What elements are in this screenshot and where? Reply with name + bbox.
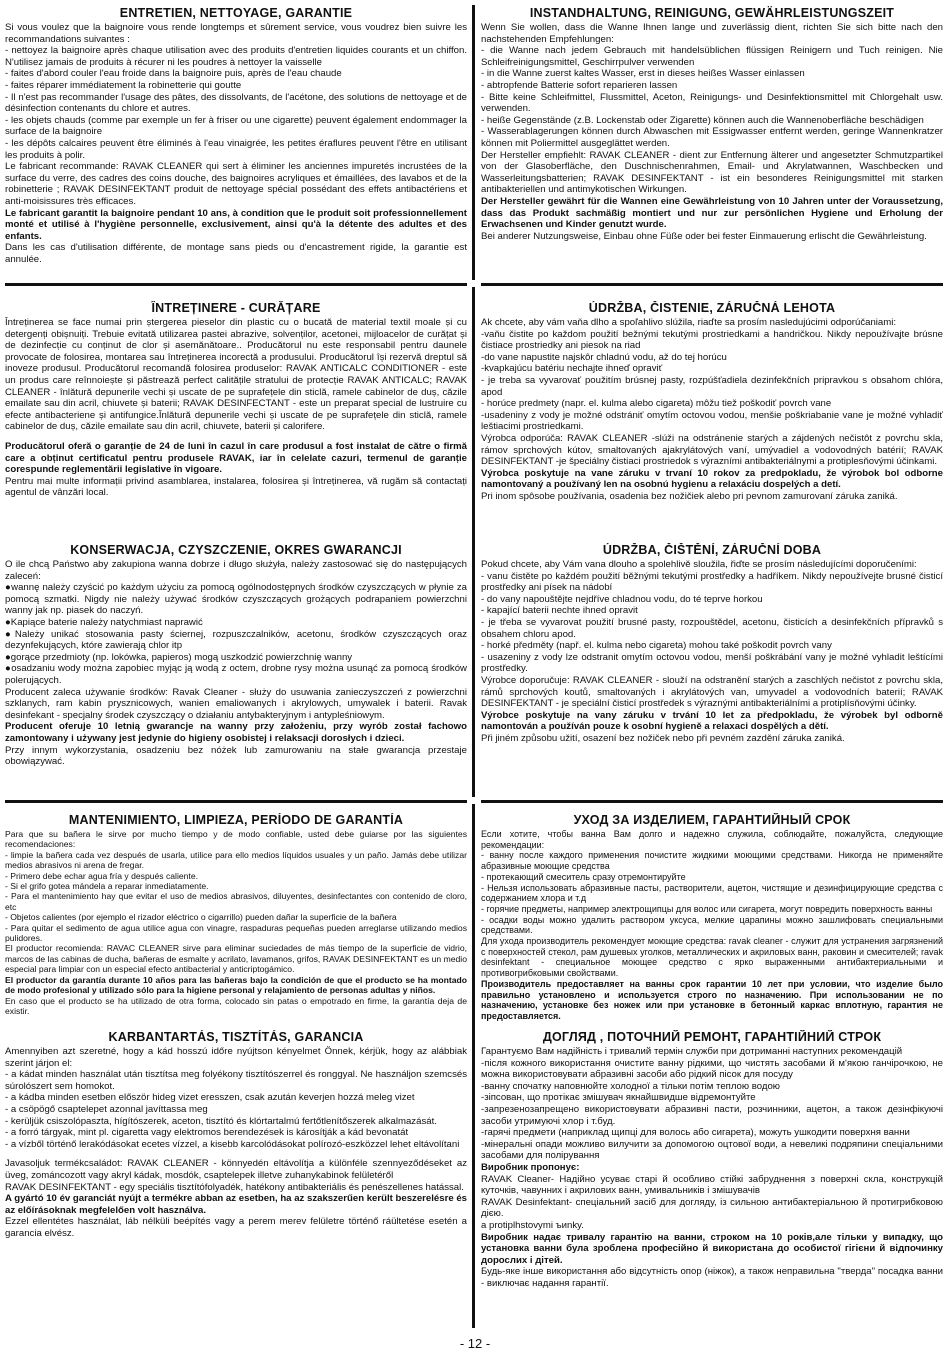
section-spanish <box>5 813 467 1023</box>
paragraph: - Objetos calientes (por ejemplo el rizador eléctrico o cigarrillo) pueden dañar la superficie de la bañera <box>5 912 397 923</box>
section-title: ДОГЛЯД , ПОТОЧНИЙ РЕМОНТ, ГАРАНТІЙНИЙ СТРОК <box>542 1030 882 1044</box>
warranty-text: El productor da garantía durante 10 años para las bañeras bajo la condición de que el producto se ha montado de modo profesional y utilizado sólo para la higiene personal y relajamiento de personas adultas y niños. <box>5 974 467 996</box>
paragraph: Ak chcete, aby vám vaňa dlho a spoľahlivo slúžila, riaďte sa prosím nasledujúcimi odporúčaniami: <box>481 317 897 328</box>
paragraph: -мінеральні опади можливо вилучити за допомогою оцтової води, а невеликі подряпини спеціальними засобами для полірування <box>481 1138 943 1162</box>
paragraph: -ванну спочатку наповнюйте холодної а тільки потім теплою водою <box>481 1080 780 1092</box>
paragraph: -do vane napustite najskôr chladnú vodu, až do tej horúcu <box>481 351 727 363</box>
paragraph: -запрезенозапрещено використовувати абразивні пасти, розчинники, ацетон, а також дезінфікуючі засоби утримуючі хлор і т.буд. <box>481 1103 943 1127</box>
warranty-note: En caso que el producto se ha utilizado de otra forma, colocado sin patas o empotrado en firme, la garantía deja de existir. <box>5 995 467 1016</box>
warranty-note: Pentru mai multe informații privind asamblarea, instalarea, folosirea și întreținerea, vă rugăm să contactați agentul de vânzări local. <box>5 475 467 499</box>
paragraph: - je třeba se vyvarovat použití brusné pasty, rozpouštědel, acetonu, čisticích a desinfekčních přípravků s obsahem chloru apod. <box>481 616 943 640</box>
warranty-note: Při jiném způsobu užití, osazení bez nožiček nebo při pevném zazdění záruka zaniká. <box>481 732 845 744</box>
section-ukrainian <box>481 1030 943 1328</box>
warranty-note: Ezzel ellentétes használat, láb nélküli beépítés vagy a perem merev felületre történő ráültetése esetén a garancia elvész. <box>5 1216 467 1239</box>
paragraph: - les objets chauds (comme par exemple un fer à friser ou une cigarette) peuvent également endommager la surface de la baignoire <box>5 114 467 138</box>
warranty-text: Виробник надає тривалу гарантію на ванни, строком на 10 років,але тільки у випадку, що установка ванни була зроблена професійно й використана до особистої гігієни й відпочинку дорослих і дітей. <box>481 1231 943 1266</box>
paragraph: Для ухода производитель рекомендует моющие средства: ravak cleaner - служит для устранения загрязнений с поверхностей стекол, рам душевых уголков, металлических и акриловых ванн, раковин и смесителей; ravak desinfektant - специальное моющее средство с ярко выраженными антибактериальными и противогрибковыми свойствами. <box>481 936 943 979</box>
paragraph: - Primero debe echar agua fría y después caliente. <box>5 870 198 881</box>
column-divider-middle <box>472 287 475 797</box>
paragraph: Wenn Sie wollen, dass die Wanne Ihnen lange und zuverlässig dient, richten Sie sich bitte nach den nachstehenden Empfehlungen: <box>481 22 943 45</box>
paragraph: - les dépôts calcaires peuvent être éliminés à l'eau vinaigrée, les petites éraflures peuvent l'être en utilisant les produits à polir. <box>5 137 467 161</box>
paragraph: ●Kapiące baterie należy natychmiast naprawić <box>5 616 203 628</box>
paragraph: - abtropfende Batterie sofort reparieren lassen <box>481 79 678 91</box>
section-french <box>5 6 467 280</box>
paragraph: Javasoljuk termékcsaládot: RAVAK CLEANER - könnyedén eltávolítja a különféle szennyeződéseket az üveg, zománcozott vagy akryl kádak, mosdók, csaptelepek illetve zuhanykabinok felületéről <box>5 1158 467 1181</box>
paragraph: - in die Wanne zuerst kaltes Wasser, erst in dieses heißes Wasser einlassen <box>481 68 805 80</box>
warranty-text: Le fabricant garantit la baignoire pendant 10 ans, à condition que le produit soit professionnellement monté et utilisé à l'hygiène personnelle, exclusivement, ainsi qu'à la détente des adultes et des enfants. <box>5 207 467 242</box>
section-slovak <box>481 301 943 536</box>
section-title: ÚDRŽBA, ČISTENIE, ZÁRUČNÁ LEHOTA <box>588 301 836 315</box>
warranty-text: A gyártó 10 év garanciát nyújt a termékre abban az esetben, ha az szakszerűen került beszerelésre és az előírásoknak megfelelően volt használva. <box>5 1193 467 1216</box>
paragraph: Amennyiben azt szeretné, hogy a kád hosszú időre nyújtson kényelmet Önnek, kérjük, hogy az alábbiak szerint járjon el: <box>5 1046 467 1069</box>
paragraph: - kapající baterii nechte ihned opravit <box>481 605 638 617</box>
section-title: ENTRETIEN, NETTOYAGE, GARANTIE <box>119 6 353 20</box>
paragraph: - Si el grifo gotea mándela a reparar inmediatamente. <box>5 881 209 892</box>
warranty-note: Dans les cas d'utilisation différente, de montage sans pieds ou d'encastrement rigide, la garantie est annulée. <box>5 242 467 265</box>
paragraph: Producent zaleca używanie środków: Ravak Cleaner - służy do usuwania zanieczyszczeń z powierzchni szklanych, ram kabin prysznicowych, wanien emaliowanych i akrylowych, umywalek i baterii. Ravak desinfekant - specjalny środek czyszczący o działaniu antybakteryjnym i antypleśniowym. <box>5 686 467 721</box>
paragraph: - горячие предметы, например электрощипцы для волос или сигарета, могут повредить поверхность ванны <box>481 903 933 914</box>
section-title: ÎNTREȚINERE - CURĂȚARE <box>151 301 321 315</box>
row-divider-2-left <box>5 800 467 803</box>
section-title: УХОД ЗА ИЗДЕЛИЕМ, ГАРАНТИЙНЫЙ СРОК <box>573 813 851 827</box>
paragraph: - horké předměty (např. el. kulma nebo cigareta) mohou také poškodit povrch vany <box>481 640 832 652</box>
paragraph: RAVAK Cleaner- Надійно усуває старі й особливо стійкі забруднення з поверхні скла, конструкцій куточків, чавунних і акрилових ванн, умивальників і змішувачів <box>481 1173 943 1197</box>
paragraph: Výrobca odporúča: RAVAK CLEANER -slúži na odstránenie starých a zájdených nečistôt z povrchu skla, rámov sprchových kútov, smaltovaných ajakrylátových vaní, umývadiel a vodovodných batérií; RAVAK DESINFEKTANT -je špeciálny čistiaci prostriedok s výrazními antibakteriálnymi a protiplesňovými účinkami. <box>481 432 943 468</box>
paragraph: - horúce predmety (napr. el. kulma alebo cigareta) môžu tiež poškodiť povrch vane <box>481 398 832 410</box>
warranty-text: Výrobce poskytuje na vany záruku v trvání 10 let za předpokladu, že výrobek byl odborně namontován a používán pouze k osobní hygieně a relaxaci dospělých a dětí. <box>481 709 943 733</box>
paragraph: - faites d'abord couler l'eau froide dans la baignoire puis, après de l'eau chaude <box>5 68 342 80</box>
paragraph: - faites réparer immédiatement la robinetterie qui goutte <box>5 79 242 91</box>
paragraph: - heiße Gegenstände (z.B. Lockenstab oder Zigarette) können auch die Wannenoberfläche beschädigen <box>481 114 924 126</box>
paragraph: - протекающий смеситель сразу отремонтируйте <box>481 871 686 882</box>
section-title: KARBANTARTÁS, TISZTÍTÁS, GARANCIA <box>108 1030 364 1044</box>
warranty-text: Producătorul oferă o garanție de 24 de luni în cazul în care produsul a fost instalat de către o firmă care a obținut certificatul pentru produsele RAVAK, iar în celelate cazuri, termenul de garanție corespunde reglementării legislative în vigoare. <box>5 440 467 476</box>
paragraph: - a kádba minden esetben először hideg vizet eresszen, csak azután keverjen hozzá meleg vizet <box>5 1092 415 1104</box>
paragraph: -kvapkajúcu batériu nechajte ihneď opraviť <box>481 363 663 375</box>
paragraph: - nettoyez la baignoire après chaque utilisation avec des produits d'entretien liquides courants et un chiffon. N'utilisez jamais de produits à récurer ni les poudres à nettoyer la vaisselle <box>5 45 467 68</box>
paragraph: - Wasserablagerungen können durch Abwaschen mit Essigwasser entfernt werden, geringe Wannenkratzer können mit Poliermittel ausgeglättet werden. <box>481 126 943 149</box>
paragraph: - die Wanne nach jedem Gebrauch mit handelsüblichen flüssigen Reinigern und Tuch reinigen. Nie Schleifreinigungsmittel, Geschirrpulver verwenden <box>481 45 943 68</box>
paragraph: ●wannę należy czyścić po każdym użyciu za pomocą ogólnodostępnych środków czyszczących w płynie za pomocą szmatki. Nigdy nie należy używać środków czyszczących grożących podrapaniem powierzchni wanny jak np. piasek do naczyń. <box>5 582 467 617</box>
section-title: INSTANDHALTUNG, REINIGUNG, GEWÄHRLEISTUNGSZEIT <box>529 6 895 20</box>
paragraph: - usazeniny z vody lze odstranit omytím octovou vodou, menší poškrábání vany je možné vyhladit leštícími prostředky. <box>481 651 943 675</box>
paragraph: - vanu čistěte po každém použití běžnými tekutými prostředky a hadříkem. Nikdy nepoužívejte brusné čisticí prostředky ani písek na nádobí <box>481 570 943 594</box>
warranty-text: Producent oferuje 10 letnią gwarancje na wanny przy założeniu, przy wyrób został fachowo zamontowany i używany jest jedynie do higieny osobistej i relaksacji dorosłych i dzieci. <box>5 721 467 744</box>
page-number: - 12 - <box>459 1336 491 1351</box>
warranty-note: Pri inom spôsobe používania, osadenia bez nožičiek alebo pri pevnom zamurovaní záruka zaniká. <box>481 490 898 502</box>
paragraph: - a kádat minden használat után tisztítsa meg folyékony tisztítószerrel és ronggyal. Ne használjon szemcsés súrolószert sem homokot. <box>5 1069 467 1092</box>
paragraph: Гарантуємо Вам надійність і тривалий термін служби при дотриманні наступних рекомендацій <box>481 1046 903 1057</box>
paragraph: -vaňu čistite po každom použití bežnými tekutými prostriedkami a handričkou. Nikdy nepoužívajte brúsne čistiace prostriedky ani piesok na riad <box>481 328 943 352</box>
section-czech <box>481 543 943 797</box>
paragraph: O ile chcą Państwo aby zakupiona wanna dobrze i długo służyła, należy zastosować się do następujących zaleceń: <box>5 559 467 582</box>
paragraph: ●osadzaniu wody można zapobiec myjąc ją wodą z octem, drobne rysy można usunąć za pomocą środków polerujących. <box>5 663 467 686</box>
column-divider-bottom <box>472 804 475 1328</box>
paragraph: Výrobce doporučuje: RAVAK CLEANER - slouží na odstranění starých a zaschlých nečistot z povrchu skla, rámů sprchových koutů, smaltovaných i akrylátových van, umyvadel a vodovodních baterií; RAVAK DESINFEKTANT - je speciální čisticí prostředek s výraznými antibakteriálními a protiplísňovými účinky. <box>481 674 943 710</box>
section-polish <box>5 543 467 797</box>
warranty-text: Производитель предоставляет на ванны срок гарантии 10 лет при условии, что изделие было правильно установлено и используется строго по назначению. При использовании не по назначению, установке без ножек или при установке в бетонный каркас вплотную, гарантия не предоставляется. <box>481 978 943 1021</box>
paragraph: - Para quitar el sedimento de agua utilice agua con vinagre, raspaduras pequeñas pueden arreglarse utilizando medios pulidores. <box>5 922 467 944</box>
paragraph: Pokud chcete, aby Vám vana dlouho a spolehlivě sloužila, řiďte se prosím následujícími doporučeními: <box>481 559 917 570</box>
paragraph: - Нельзя использовать абразивные пасты, растворители, ацетон, чистящие и дезинфицирующие средства с содержанием хлора и т.д <box>481 882 943 904</box>
paragraph: - Para el mantenimiento hay que evitar el uso de medios abrasivos, diluyentes, desinfectantes con contenido de cloro, etc <box>5 891 467 912</box>
row-divider-1-left <box>5 283 467 286</box>
paragraph: -usadeniny z vody je možné odstrániť omytím octovou vodou, menšie poškriabanie vane je možné vyhladiť leštiacimi prostriedkami. <box>481 409 943 433</box>
paragraph: Para que su bañera le sirve por mucho tiempo y de modo confiable, usted debe guiarse por las siguientes recomendaciones: <box>5 829 467 850</box>
paragraph: - je treba sa vyvarovať použitím brúsnej pasty, rozpúšťadiela dezinfekčních pripravkou s obsahom chlóra, apod <box>481 374 943 398</box>
paragraph: Le fabricant recommande: RAVAK CLEANER qui sert à éliminer les anciennes impuretés incrustées de la surface du verre, des cadres des coins douche, des baignoires acryliques et émaillées, des lavabos et de la robinetterie ; RAVAK DESINFEKTANT produit de nettoyage spécial possédant des effets antibactériens et anti-moisissures très efficaces. <box>5 161 467 207</box>
warranty-text: Der Hersteller gewährt für die Wannen eine Gewährleistung von 10 Jahren unter der Voraussetzung, dass das Produkt sachmäßig montiert und nur zur persönlichen Hygiene und Erholung der Erwachsenen und Kinder genutzt wurde. <box>481 195 943 231</box>
section-german <box>481 6 943 280</box>
section-title: MANTENIMIENTO, LIMPIEZA, PERÍODO DE GARANTÍA <box>68 813 404 827</box>
row-divider-2-right <box>481 800 943 803</box>
section-title: KONSERWACJA, CZYSZCZENIE, OKRES GWARANCJI <box>70 543 402 557</box>
paragraph: - limpie la bañera cada vez después de usarla, utilice para ello medios líquidos usuales y un paño. Jamás debe utilizar medios abrasivos ni arena de fregar. <box>5 849 467 871</box>
paragraph: RAVAK Desinfektant- спеціальний засіб для догляду, із сильною антибактеріальною й протигрибковою дією. <box>481 1196 943 1220</box>
paragraph: Если хотите, чтобы ванна Вам долго и надежно служила, соблюдайте, пожалуйста, следующие рекомендации: <box>481 829 943 850</box>
warranty-note: Bei anderer Nutzungsweise, Einbau ohne Füße oder bei fester Einmauerung erlischt die Gewährleistung. <box>481 230 927 242</box>
paragraph: - a vízből történő lerakódásokat ecetes vízzel, a kisebb karcolódásokat polírozó-eszközzel lehet eltávolítani <box>5 1138 460 1150</box>
section-title: ÚDRŽBA, ČIŠTĚNÍ, ZÁRUČNÍ DOBA <box>602 543 822 557</box>
paragraph: - Bitte keine Schleifmittel, Flussmittel, Aceton, Reinigungs- und Desinfektionsmittel mit Chlorgehalt usw. verwenden. <box>481 91 943 115</box>
paragraph: -гарячі предмети (наприклад щипці для волось або сигарета), можуть ушкодити поверхня ванни <box>481 1127 910 1139</box>
paragraph: - ванну после каждого применения почистите жидкими моющими средствами. Никогда не применяйте абразивные моющие средства <box>481 850 943 872</box>
paragraph: ●gorące przedmioty (np. lokówka, papieros) mogą uszkodzić powierzchnię wanny <box>5 651 353 663</box>
paragraph: -зіпсован, що протікає змішувач якнайшвидше відремонтуйте <box>481 1092 756 1104</box>
warranty-note: Будь-яке інше використання або відсутність опор (ніжок), а також неправильна "тверда" посадка ванни - виключає надання гарантії. <box>481 1266 943 1289</box>
paragraph: Der Hersteller empfiehlt: RAVAK CLEANER - dient zur Entfernung älterer und angesetzter Schmutzpartikel von der Glasoberfläche, den Duschnischenrahmen, Email- und Akrylatwannen, Waschbecken und Wasserleitungsbatterien; RAVAK DESINFEKTANT - ist ein besonderes Reinigungsmittel mit starken antibakteriellen und antimykotischen Wirkungen. <box>481 149 943 196</box>
paragraph: Si vous voulez que la baignoire vous rende longtemps et sûrement service, vous voudrez bien suivre les recommandations suivantes : <box>5 22 467 45</box>
paragraph: RAVAK DESINFEKTANT - egy speciális tisztítófolyadék, hatékony antibakteriális és penészellenes hatással. <box>5 1181 464 1193</box>
paragraph: Виробник пропонує: <box>481 1161 580 1173</box>
column-divider-top <box>472 5 475 280</box>
paragraph: - a forró tárgyak, mint pl. cigaretta vagy elektromos berendezések is károsítják a kád bevonatát <box>5 1127 409 1139</box>
paragraph: а protiplhstovymi ъиnky. <box>481 1219 584 1231</box>
paragraph: - do vany napouštějte nejdříve chladnou vodu, do té teprve horkou <box>481 593 763 605</box>
section-hungarian <box>5 1030 467 1328</box>
paragraph: El productor recomienda: RAVAC CLEANER sirve para eliminar suciedades de más tiempo de la superficie de vidrio, marcos de las cabinas de ducha, bañeras de esmalte y acrilato, lavamanos, grifos, RAVAK DESINFEKTANT es un medio especial para limpiar con un especial efecto antibacterial y anticriptogámico. <box>5 943 467 975</box>
warranty-note: Przy innym wykorzystania, osadzeniu bez nóżek lub zamurowaniu na stałe gwarancja przestaje obowiązywać. <box>5 744 467 768</box>
paragraph: ●Należy unikać stosowania pasty ściernej, rozpuszczalników, acetonu, środków czyszczących oraz dezynfekujących, które zawierają chlor itp <box>5 628 467 652</box>
paragraph: - kerüljük csiszolópaszta, hígítószerek, aceton, tisztító és klórtartalmú fertőtlenítőszerek alkalmazását. <box>5 1115 437 1127</box>
section-romanian <box>5 301 467 536</box>
paragraph: - a csöpögő csaptelepet azonnal javíttassa meg <box>5 1103 208 1115</box>
paragraph: -після кожного використання очистите ванну рідкими, що чистять засобами й м'якою ганчірочкою, не можна використовувати абразивні засоби або рідкий пісок для посуду <box>481 1057 943 1081</box>
warranty-text: Výrobca poskytuje na vane záruku v trvaní 10 rokov za predpokladu, že výrobok bol odborne namontovaný a používaný len na osobnú hygienu a relaxáciu dospelých a detí. <box>481 467 943 491</box>
paragraph: - осадки воды можно удалить раствором уксуса, мелкие царапины можно зашлифовать специальными средствами. <box>481 914 943 936</box>
paragraph: Întreținerea se face numai prin ștergerea pieselor din plastic cu o bucată de material textil moale și cu detergenți obișnuiți. Trebuie evitată utilizarea pastei abrazive, solvenților, acetonei, mijloacelor de curățat și de dezinfecție cu conținut de clor și asemănătoare.. Producătorul nu este responsabil pentru daunele provocate de folosirea, montarea sau întreținerea incorectă a produsului. Producătorul își rezervă dreptul să inoveze produsul. Producătorul recomandă folosirea produselor: RAVAK ANTICALC CONDITIONER - este un produs care reînnoiește și păstrează perfect calitățile stratului de protecție RAVAK ANTICALC; RAVAK CLEANER - înlătură depunerile vechi și uscate de pe suprafețele din sticlă, ramele cabinelor de duș, căzile emailate sau din acril, chiuvete și baterii; RAVAK DESINFECTANT - este un preparat special de lustruire cu efecte antibacteriene și antifungice.Înlătură depunerile vechi și uscate de pe suprafețele din sticlă, ramele cabinelor de duș, căzile emailate sau din acril, chiuvete, baterii și calorifere. <box>5 317 467 433</box>
row-divider-1-right <box>481 283 943 286</box>
paragraph: - Il n'est pas recommander l'usage des pâtes, des dissolvants, de l'acétone, des solutions de nettoyage et de désinfection contenants du chlore et autres. <box>5 91 467 115</box>
section-russian <box>481 813 943 1023</box>
